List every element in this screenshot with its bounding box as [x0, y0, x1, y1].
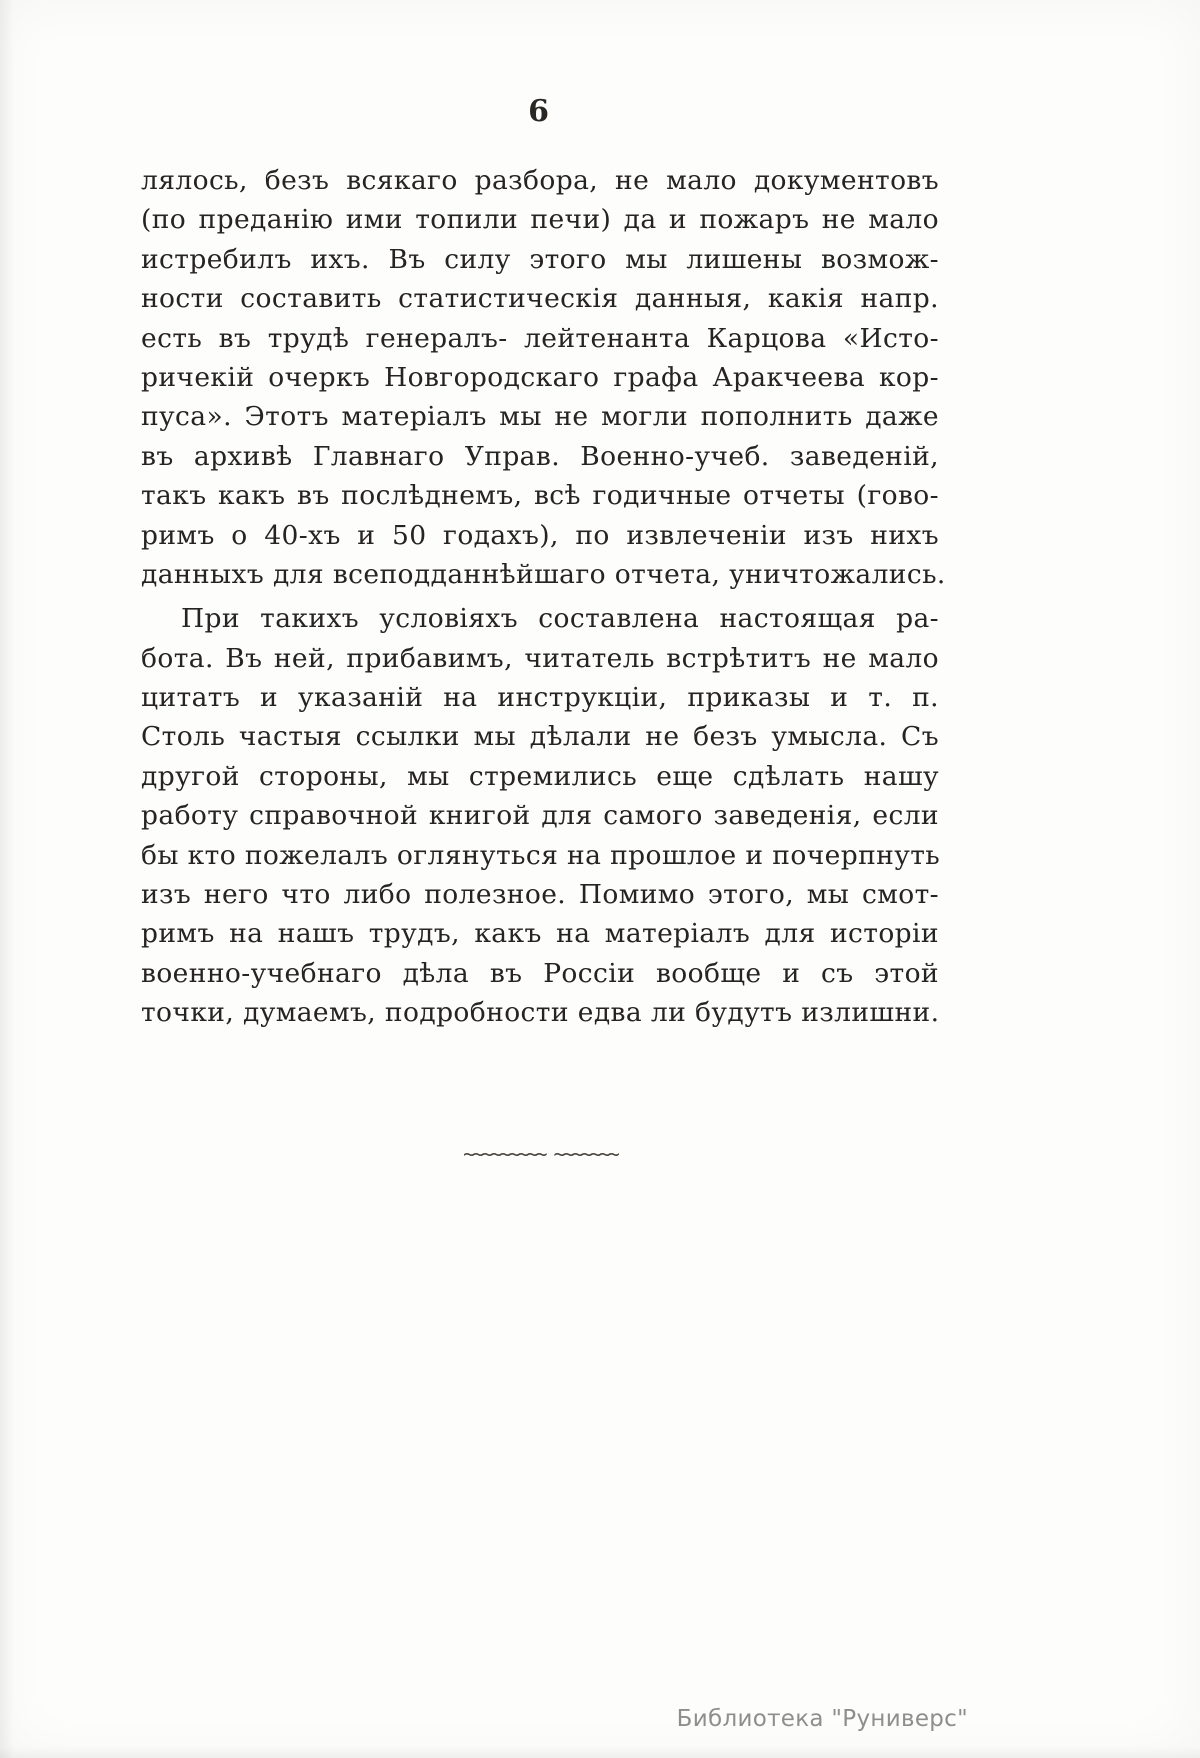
wavy-divider-ornament: ~~~~~~~~~ ~~~~~~~ [463, 1142, 617, 1166]
body-text [141, 161, 946, 1033]
text-line: другой стороны, мы стремились еще сдѣлать нашу [141, 760, 939, 792]
text-line: ричекій очеркъ Новгородскаго графа Аракчеева кор- [141, 361, 939, 393]
text-line: римъ на нашъ трудъ, какъ на матеріалъ для исторіи [141, 918, 939, 950]
text-line: есть въ трудѣ генералъ- лейтенанта Карцова «Исто- [141, 322, 939, 354]
text-line: данныхъ для всеподданнѣйшаго отчета, уничтожались. [141, 558, 946, 590]
text-line: военно-учебнаго дѣла въ Россіи вообще и съ этой [141, 957, 939, 989]
text-line: пуса». Этотъ матеріалъ мы не могли пополнить даже [141, 401, 939, 433]
text-line: лялось, безъ всякаго разбора, не мало документовъ [141, 165, 939, 196]
text-line: бы кто пожелалъ оглянуться на прошлое и почерпнуть [141, 839, 941, 871]
text-line: римъ о 40-хъ и 50 годахъ), по извлеченіи изъ нихъ [141, 519, 939, 551]
library-watermark: Библиотека "Руниверс" [676, 1706, 968, 1732]
text-line: въ архивѣ Главнаго Управ. Военно-учеб. заведеній, [141, 440, 939, 472]
text-line: цитатъ и указаній на инструкціи, приказы и т. п. [141, 682, 939, 714]
text-line: точки, думаемъ, подробности едва ли будутъ излишни. [141, 997, 940, 1029]
text-line: При такихъ условіяхъ составлена настоящая ра- [181, 603, 939, 635]
text-line: изъ него что либо полезное. Помимо этого, мы смот- [141, 879, 939, 911]
text-line: такъ какъ въ послѣднемъ, всѣ годичные отчеты (гово- [141, 480, 939, 512]
paragraph-2 [141, 599, 939, 1032]
text-line: (по преданію ими топили печи) да и пожаръ не мало [141, 204, 939, 236]
page-number: 6 [528, 94, 550, 129]
text-line: истребилъ ихъ. Въ силу этого мы лишены возмож- [141, 243, 939, 275]
text-line: Столь частыя ссылки мы дѣлали не безъ умысла. Съ [141, 721, 939, 753]
text-line: бота. Въ ней, прибавимъ, читатель встрѣтитъ не мало [141, 642, 939, 674]
text-line: ности составить статистическія данныя, какія напр. [141, 283, 939, 315]
paragraph-1 [141, 161, 946, 594]
text-line: работу справочной книгой для самого заведенія, если [141, 800, 939, 832]
